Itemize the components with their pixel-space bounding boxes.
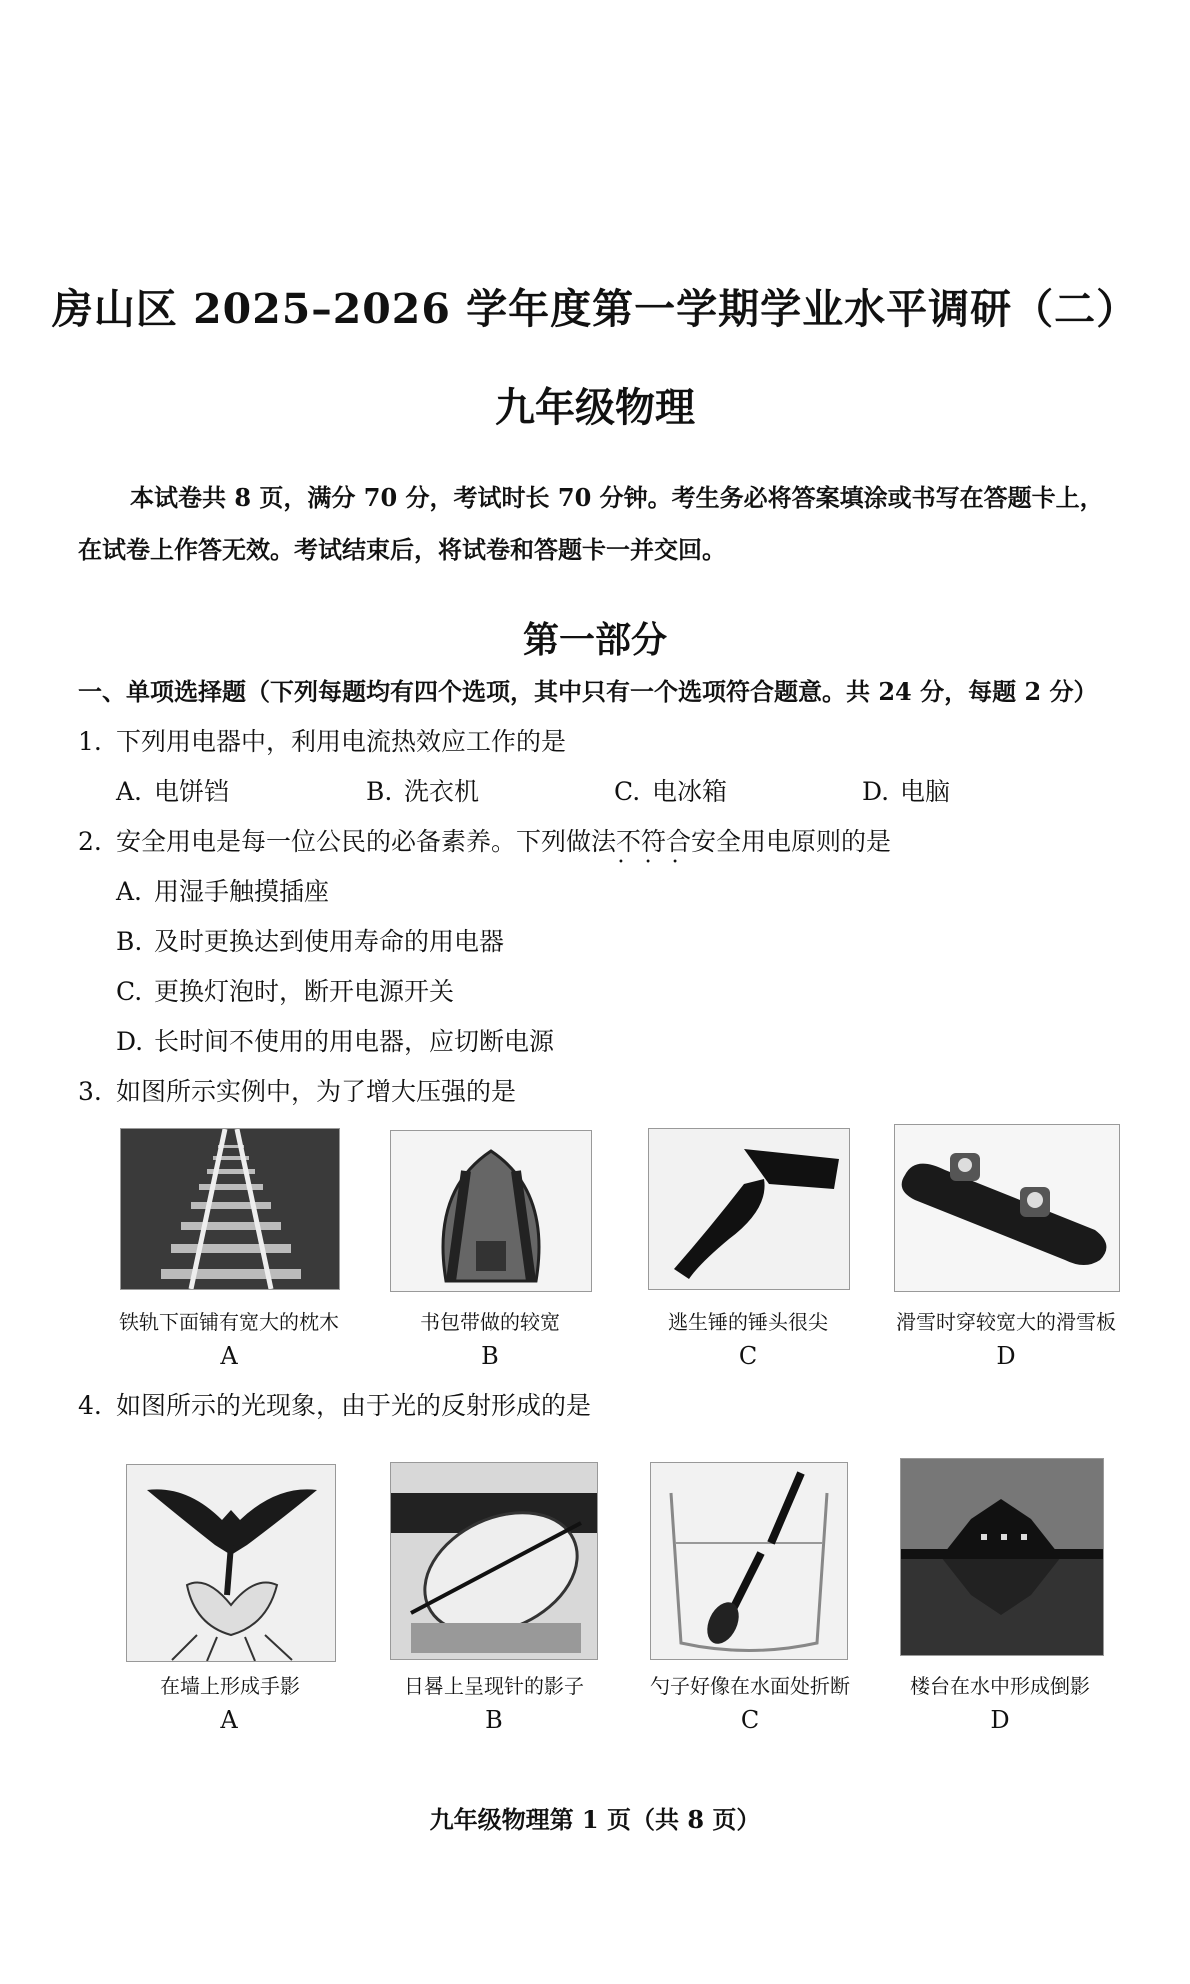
option-letter: B. — [116, 927, 143, 956]
q4-letter-a: A — [220, 1706, 238, 1734]
q3-caption-d: 滑雪时穿较宽大的滑雪板 — [896, 1310, 1116, 1334]
hand-shadow-image — [126, 1464, 336, 1662]
option-letter: A. — [116, 877, 143, 906]
q4-caption-a: 在墙上形成手影 — [160, 1674, 300, 1698]
spoon-in-water-image — [650, 1462, 848, 1660]
option-text: 电饼铛 — [154, 777, 230, 806]
part-heading: 第一部分 — [522, 619, 667, 661]
option-text: 电冰箱 — [652, 777, 728, 806]
q3-letter-c: C — [738, 1342, 758, 1370]
q3-caption-a: 铁轨下面铺有宽大的枕木 — [119, 1310, 339, 1334]
question-number: 3. — [78, 1077, 102, 1106]
question-3 — [78, 1072, 516, 1108]
q2-option-a[interactable] — [116, 872, 329, 908]
option-letter: C. — [116, 977, 143, 1006]
option-text: 用湿手触摸插座 — [154, 877, 330, 906]
emphasis-text: 不符合 • • • — [616, 827, 691, 856]
question-2 — [78, 822, 891, 858]
question-text: 如图所示实例中，为了增大压强的是 — [116, 1077, 517, 1106]
snowboard-image — [894, 1124, 1120, 1292]
q4-letter-b: B — [485, 1706, 503, 1734]
sundial-image — [390, 1462, 598, 1660]
q4-caption-d: 楼台在水中形成倒影 — [910, 1674, 1090, 1698]
backpack-image — [390, 1130, 592, 1292]
option-text: 电脑 — [900, 777, 951, 806]
escape-hammer-image — [648, 1128, 850, 1290]
question-text: 安全用电是每一位公民的必备素养。下列做法 — [116, 827, 617, 856]
option-letter: D. — [862, 777, 890, 806]
option-text: 长时间不使用的用电器，应切断电源 — [154, 1027, 555, 1056]
question-number: 1. — [78, 727, 102, 756]
q4-letter-c: C — [740, 1706, 760, 1734]
q4-caption-b: 日晷上呈现针的影子 — [404, 1674, 584, 1698]
option-text: 更换灯泡时，断开电源开关 — [154, 977, 455, 1006]
page-footer: 九年级物理第 1 页（共 8 页） — [429, 1805, 761, 1834]
option-letter: C. — [614, 777, 641, 806]
question-text: 如图所示的光现象，由于光的反射形成的是 — [116, 1391, 592, 1420]
q4-letter-d: D — [990, 1706, 1010, 1734]
q1-option-a[interactable] — [116, 772, 229, 808]
railway-track-image — [120, 1128, 340, 1290]
q3-caption-b: 书包带做的较宽 — [420, 1310, 560, 1334]
q2-option-c[interactable] — [116, 972, 454, 1008]
question-number: 4. — [78, 1391, 102, 1420]
q3-letter-a: A — [220, 1342, 238, 1370]
q4-caption-c: 勺子好像在水面处折断 — [650, 1674, 850, 1698]
q1-option-b[interactable] — [366, 772, 479, 808]
option-text: 洗衣机 — [404, 777, 480, 806]
question-text: 下列用电器中，利用电流热效应工作的是 — [116, 727, 567, 756]
q3-caption-c: 逃生锤的锤头很尖 — [668, 1310, 828, 1334]
exam-subtitle: 九年级物理 — [495, 384, 695, 431]
section-heading: 一、单项选择题（下列每题均有四个选项，其中只有一个选项符合题意。共 24 分，每题 2 分） — [78, 677, 1098, 706]
option-text: 及时更换达到使用寿命的用电器 — [154, 927, 505, 956]
question-text: 安全用电原则的是 — [691, 827, 892, 856]
question-1 — [78, 722, 566, 758]
q3-letter-d: D — [996, 1342, 1016, 1370]
q2-option-d[interactable] — [116, 1022, 554, 1058]
exam-title: 房山区 2025–2026 学年度第一学期学业水平调研（二） — [51, 285, 1139, 333]
option-letter: D. — [116, 1027, 144, 1056]
q3-letter-b: B — [481, 1342, 499, 1370]
question-number: 2. — [78, 827, 102, 856]
option-letter: B. — [366, 777, 393, 806]
q1-option-d[interactable] — [862, 772, 950, 808]
option-letter: A. — [116, 777, 143, 806]
exam-notice: 本试卷共 8 页，满分 70 分，考试时长 70 分钟。考生务必将答案填涂或书写在答题卡上，在试卷上作答无效。考试结束后，将试卷和答题卡一并交回。 — [78, 483, 1104, 564]
q2-option-b[interactable] — [116, 922, 504, 958]
q1-option-c[interactable] — [614, 772, 727, 808]
question-4 — [78, 1386, 591, 1422]
tower-reflection-image — [900, 1458, 1104, 1656]
